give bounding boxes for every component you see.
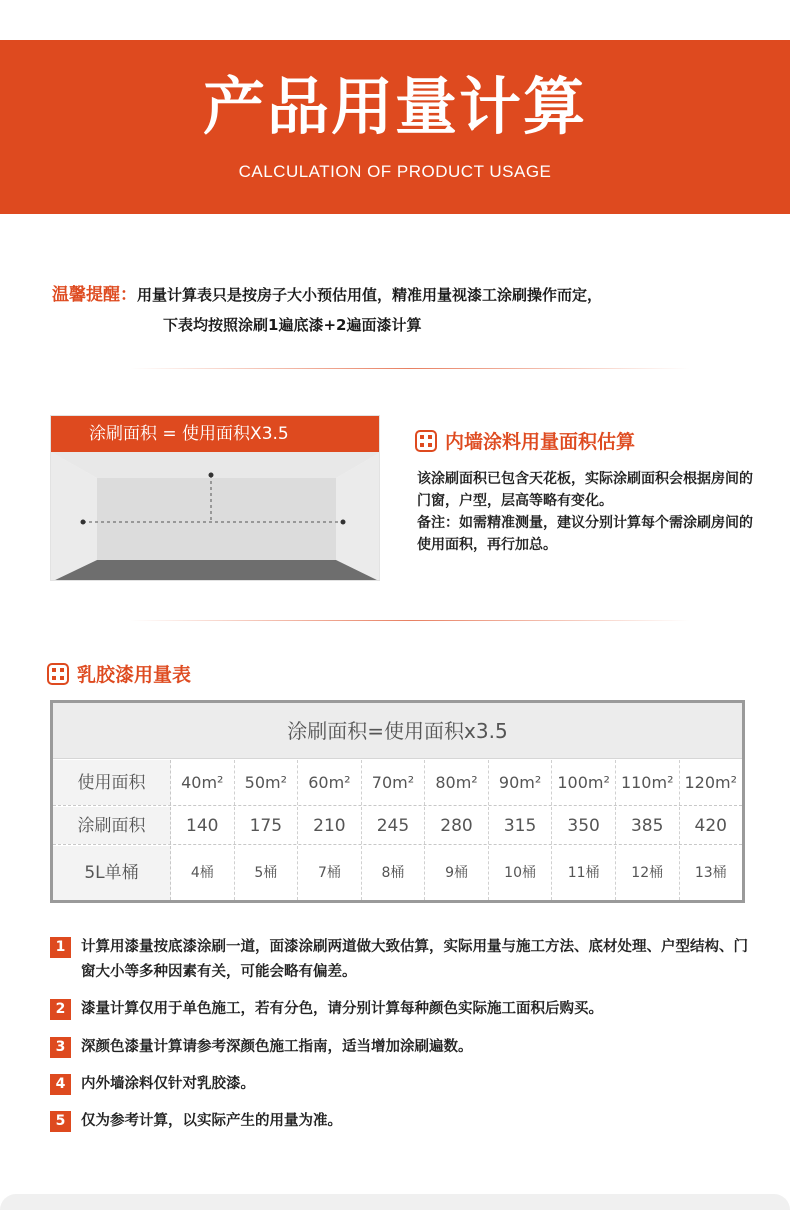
divider-middle [130, 620, 690, 621]
table-cell: 50m² [235, 760, 299, 805]
table-cell: 385 [616, 807, 680, 844]
table-cell: 210 [298, 807, 362, 844]
table-row [53, 760, 742, 806]
note-number-badge: 1 [50, 937, 71, 958]
room-card-header: 涂刷面积 = 使用面积X3.5 [51, 416, 380, 452]
row-header: 涂刷面积 [53, 807, 171, 844]
measure-point-left [81, 520, 86, 525]
table-cell: 40m² [171, 760, 235, 805]
room-back-wall [97, 478, 336, 560]
calculator-icon [415, 430, 437, 452]
inner-wall-description [417, 468, 757, 556]
table-cell: 110m² [616, 760, 680, 805]
room-illustration-card [50, 415, 380, 581]
note-text: 深颜色漆量计算请参考深颜色施工指南，适当增加涂刷遍数。 [81, 1039, 473, 1055]
measure-point-top [209, 473, 214, 478]
table-cell: 315 [489, 807, 553, 844]
note-item [50, 997, 760, 1022]
table-cell: 9桶 [425, 846, 489, 900]
note-number-badge: 3 [50, 1037, 71, 1058]
header-banner [0, 40, 790, 214]
table-header: 涂刷面积=使用面积x3.5 [53, 703, 742, 759]
divider-top [130, 368, 690, 369]
latex-table-section-title: 乳胶漆用量表 [47, 660, 191, 687]
note-item [50, 935, 760, 985]
note-number-badge: 5 [50, 1111, 71, 1132]
table-cell: 420 [694, 816, 727, 836]
note-text: 计算用漆量按底漆涂刷一道，面漆涂刷两道做大致估算，实际用量与施工方法、底材处理、户型结构、门窗大小等多种因素有关，可能会略有偏差。 [81, 939, 748, 980]
reminder-line-1: 用量计算表只是按房子大小预估用值，精准用量视漆工涂刷操作而定， [137, 286, 603, 304]
row-header: 5L单桶 [53, 846, 171, 900]
table-cell: 350 [552, 807, 616, 844]
note-text: 仅为参考计算，以实际产生的用量为准。 [81, 1113, 342, 1129]
inner-wall-section-title: 内墙涂料用量面积估算 [415, 427, 635, 454]
measure-point-right [341, 520, 346, 525]
bottom-next-section-edge [0, 1194, 790, 1210]
note-number-badge: 4 [50, 1074, 71, 1095]
table-cell: 100m² [552, 760, 616, 805]
note-item [50, 1109, 760, 1134]
table-cell: 90m² [489, 760, 553, 805]
table-row [53, 846, 742, 900]
row-header: 使用面积 [53, 760, 171, 805]
inner-wall-description-text: 该涂刷面积已包含天花板，实际涂刷面积会根据房间的门窗，户型，层高等略有变化。 [417, 471, 753, 509]
room-perspective-illustration [51, 452, 380, 581]
table-cell: 245 [362, 807, 426, 844]
table-cell: 7桶 [298, 846, 362, 900]
table-cell: 175 [235, 807, 299, 844]
room-ceiling [51, 452, 380, 478]
table-cell: 140 [171, 807, 235, 844]
table-cell: 5桶 [235, 846, 299, 900]
table-cell: 4桶 [171, 846, 235, 900]
table-cell: 280 [425, 807, 489, 844]
table-cell: 11桶 [552, 846, 616, 900]
table-row [53, 807, 742, 845]
reminder-note [52, 280, 772, 340]
table-cell: 60m² [298, 760, 362, 805]
page-title: 产品用量计算 [202, 70, 587, 143]
note-text: 漆量计算仅用于单色施工，若有分色，请分别计算每种颜色实际施工面积后购买。 [81, 1001, 603, 1017]
table-cell: 120m² [684, 773, 738, 792]
table-cell: 10桶 [489, 846, 553, 900]
inner-wall-remark: 备注：如需精准测量，建议分别计算每个需涂刷房间的使用面积，再行加总。 [417, 515, 753, 553]
table-cell: 80m² [425, 760, 489, 805]
reminder-label: 温馨提醒： [52, 285, 137, 305]
note-number-badge: 2 [50, 999, 71, 1020]
room-floor [51, 560, 380, 581]
table-cell: 70m² [362, 760, 426, 805]
table-cell: 8桶 [362, 846, 426, 900]
table-cell: 13桶 [694, 865, 727, 881]
note-text: 内外墙涂料仅针对乳胶漆。 [81, 1076, 255, 1092]
note-item [50, 1035, 760, 1060]
latex-usage-table [50, 700, 745, 903]
reminder-line-2: 下表均按照涂刷1遍底漆+2遍面漆计算 [163, 316, 422, 334]
note-item [50, 1072, 760, 1097]
calculator-icon [47, 663, 69, 685]
table-cell: 12桶 [616, 846, 680, 900]
page-subtitle: CALCULATION OF PRODUCT USAGE [238, 162, 552, 181]
